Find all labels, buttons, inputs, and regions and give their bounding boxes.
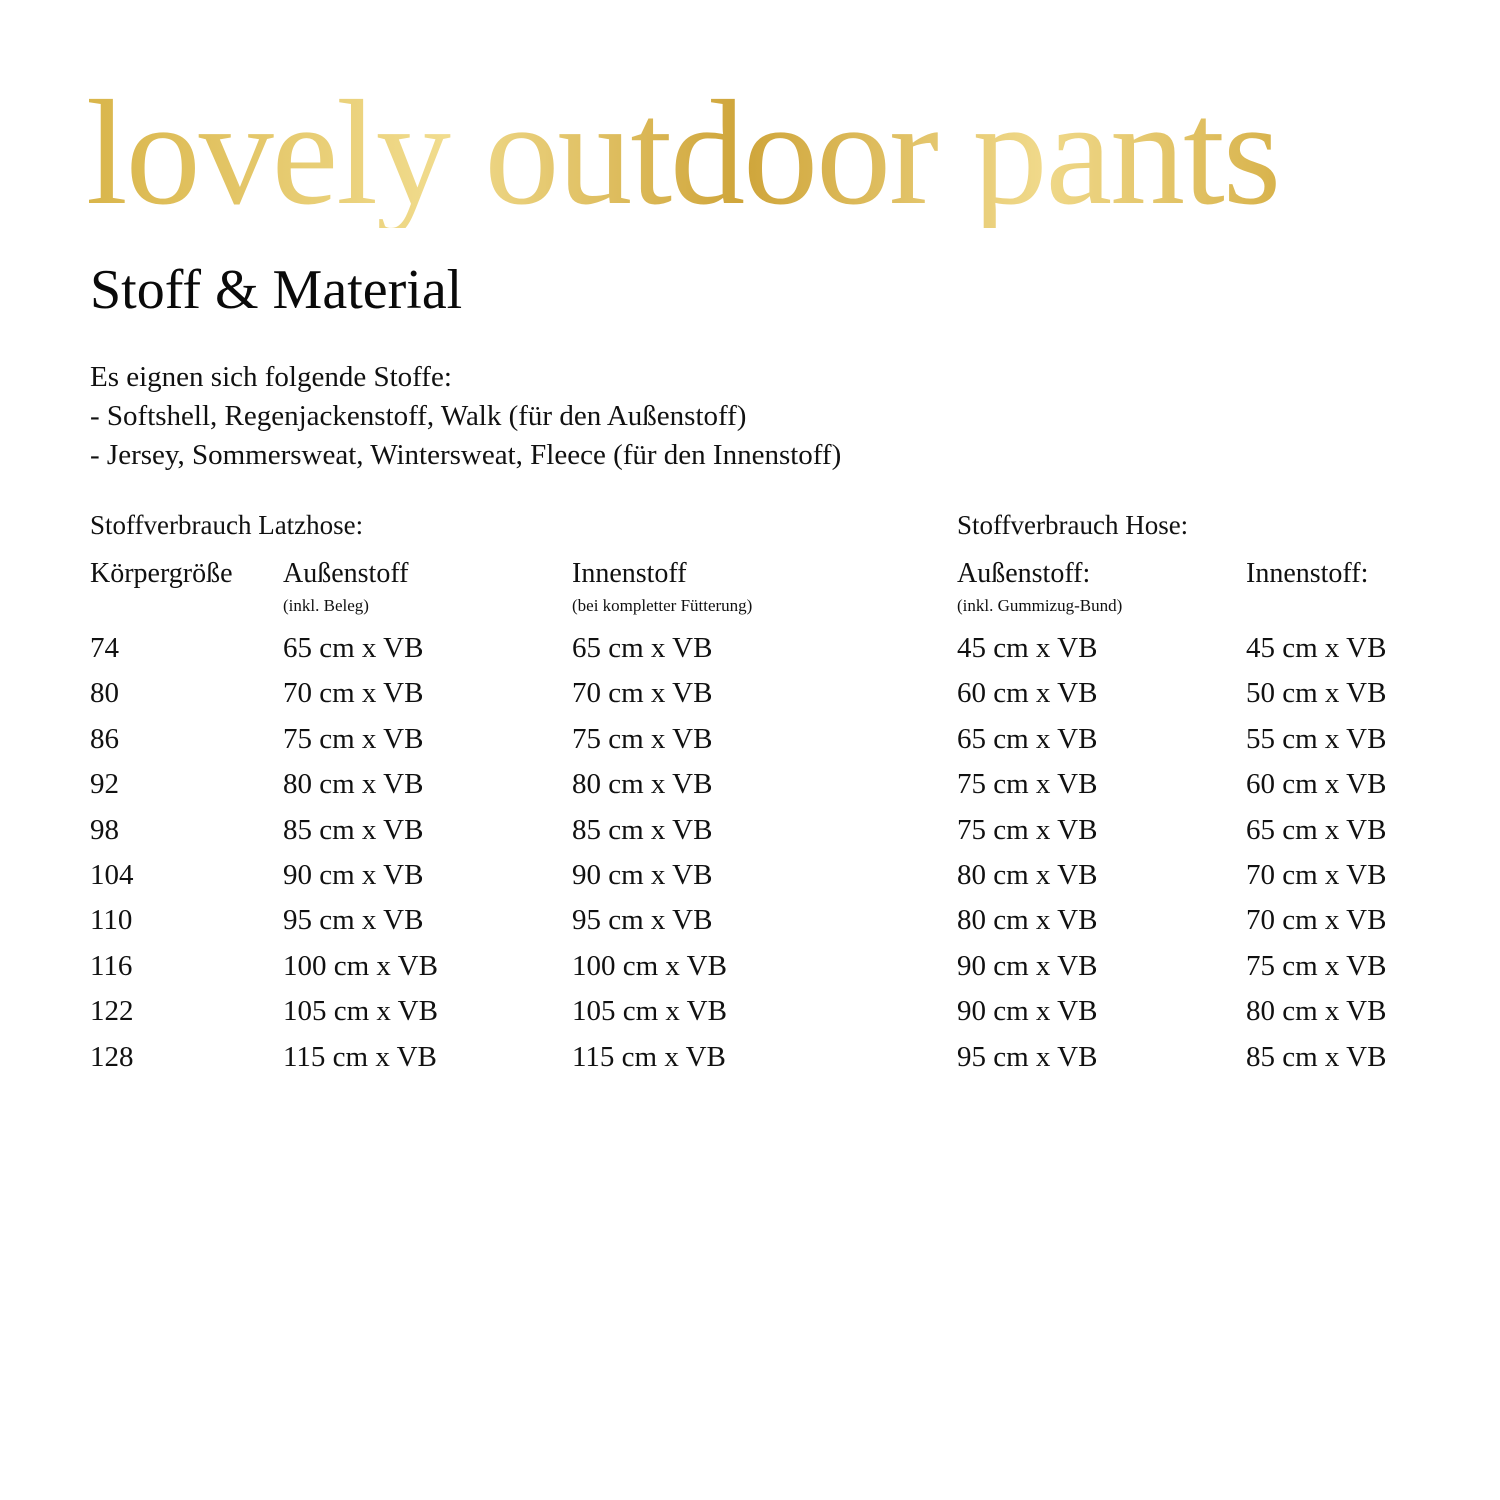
cell-hose-innen: 75 cm x VB	[1246, 949, 1387, 982]
cell-latz-innen: 80 cm x VB	[572, 768, 713, 801]
cell-size: 92	[90, 768, 119, 801]
cell-latz-innen: 65 cm x VB	[572, 632, 713, 664]
cell-latz-aussen: 115 cm x VB	[283, 1040, 437, 1073]
table-row	[0, 721, 1500, 766]
column-note-hose-aussen: (inkl. Gummizug-Bund)	[957, 596, 1123, 615]
cell-size: 116	[90, 949, 133, 982]
cell-hose-aussen: 90 cm x VB	[957, 995, 1098, 1028]
table-row	[0, 857, 1500, 902]
cell-size: 104	[90, 858, 134, 891]
table-row	[0, 766, 1500, 811]
table-row	[0, 948, 1500, 993]
intro-line: - Jersey, Sommersweat, Wintersweat, Fleece (für den Innenstoff)	[90, 439, 842, 471]
cell-hose-aussen: 80 cm x VB	[957, 904, 1098, 937]
cell-latz-aussen: 105 cm x VB	[283, 995, 438, 1028]
cell-latz-aussen: 85 cm x VB	[283, 813, 424, 846]
cell-hose-aussen: 80 cm x VB	[957, 858, 1098, 891]
table-row	[0, 675, 1500, 720]
cell-size: 98	[90, 813, 119, 846]
cell-hose-innen: 60 cm x VB	[1246, 768, 1387, 801]
column-header-size: Körpergröße	[90, 558, 233, 589]
cell-hose-innen: 50 cm x VB	[1246, 677, 1387, 710]
cell-latz-innen: 115 cm x VB	[572, 1040, 726, 1073]
table-row	[0, 812, 1500, 857]
cell-latz-innen: 90 cm x VB	[572, 858, 713, 891]
cell-latz-innen: 75 cm x VB	[572, 722, 713, 755]
cell-size: 86	[90, 722, 119, 755]
column-header-hose-aussen: Außenstoff:	[957, 558, 1091, 589]
table-row	[0, 993, 1500, 1038]
cell-latz-innen: 85 cm x VB	[572, 813, 713, 846]
column-header-hose-innen: Innenstoff:	[1246, 558, 1369, 589]
cell-latz-aussen: 80 cm x VB	[283, 768, 424, 801]
cell-hose-innen: 65 cm x VB	[1246, 813, 1387, 846]
cell-hose-innen: 70 cm x VB	[1246, 858, 1387, 891]
section-title: Stoff & Material	[90, 259, 463, 321]
cell-hose-aussen: 75 cm x VB	[957, 768, 1098, 801]
cell-latz-innen: 70 cm x VB	[572, 677, 713, 710]
cell-hose-innen: 45 cm x VB	[1246, 632, 1387, 664]
page-title: lovely outdoor pants	[86, 70, 1280, 236]
cell-latz-aussen: 95 cm x VB	[283, 904, 424, 937]
cell-hose-aussen: 95 cm x VB	[957, 1040, 1098, 1073]
column-note-latz-aussen: (inkl. Beleg)	[283, 596, 369, 615]
cell-size: 122	[90, 995, 134, 1028]
intro-line: - Softshell, Regenjackenstoff, Walk (für den Außenstoff)	[90, 400, 747, 432]
cell-hose-aussen: 90 cm x VB	[957, 949, 1098, 982]
cell-hose-aussen: 75 cm x VB	[957, 813, 1098, 846]
cell-latz-aussen: 75 cm x VB	[283, 722, 424, 755]
cell-hose-aussen: 65 cm x VB	[957, 722, 1098, 755]
column-note-latz-innen: (bei kompletter Fütterung)	[572, 596, 753, 615]
cell-latz-aussen: 65 cm x VB	[283, 632, 424, 664]
fabric-intro	[90, 358, 841, 475]
cell-size: 110	[90, 904, 133, 937]
cell-hose-aussen: 45 cm x VB	[957, 632, 1098, 664]
table-row	[0, 1039, 1500, 1084]
cell-latz-aussen: 100 cm x VB	[283, 949, 438, 982]
cell-size: 74	[90, 632, 119, 664]
cell-latz-aussen: 70 cm x VB	[283, 677, 424, 710]
column-header-latz-innen: Innenstoff	[572, 558, 687, 589]
cell-size: 128	[90, 1040, 134, 1073]
cell-size: 80	[90, 677, 119, 710]
cell-hose-innen: 85 cm x VB	[1246, 1040, 1387, 1073]
table-row	[0, 902, 1500, 947]
cell-latz-aussen: 90 cm x VB	[283, 858, 424, 891]
cell-hose-innen: 80 cm x VB	[1246, 995, 1387, 1028]
hose-heading: Stoffverbrauch Hose:	[957, 510, 1189, 540]
column-header-latz-aussen: Außenstoff	[283, 558, 409, 589]
cell-latz-innen: 105 cm x VB	[572, 995, 727, 1028]
fabric-table	[0, 630, 1500, 1084]
intro-line: Es eignen sich folgende Stoffe:	[90, 361, 452, 393]
cell-latz-innen: 95 cm x VB	[572, 904, 713, 937]
cell-hose-innen: 55 cm x VB	[1246, 722, 1387, 755]
cell-latz-innen: 100 cm x VB	[572, 949, 727, 982]
cell-hose-aussen: 60 cm x VB	[957, 677, 1098, 710]
latzhose-heading: Stoffverbrauch Latzhose:	[90, 510, 364, 540]
cell-hose-innen: 70 cm x VB	[1246, 904, 1387, 937]
table-row	[0, 630, 1500, 675]
